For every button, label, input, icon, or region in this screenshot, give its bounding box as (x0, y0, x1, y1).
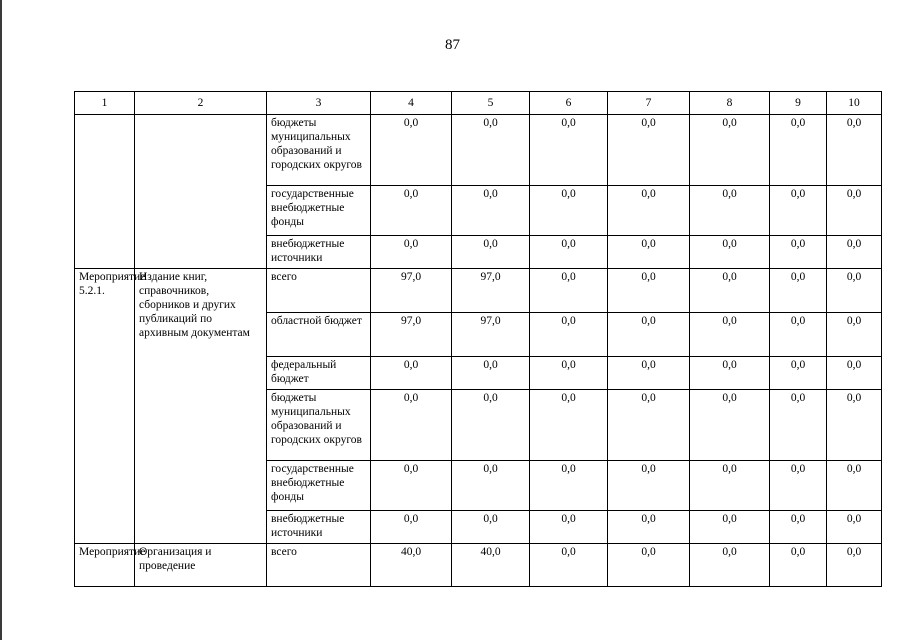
header-cell: 9 (770, 92, 827, 115)
header-row (75, 92, 882, 115)
value-cell: 0,0 (371, 357, 452, 390)
table-row (75, 269, 882, 313)
funding-source-cell: бюджеты муниципальных образований и городских округов (267, 390, 371, 461)
value-cell: 0,0 (452, 461, 530, 511)
budget-table (74, 91, 882, 587)
value-cell: 0,0 (690, 269, 770, 313)
value-cell: 0,0 (371, 236, 452, 269)
value-cell: 0,0 (770, 115, 827, 186)
header-cell: 1 (75, 92, 135, 115)
value-cell: 0,0 (608, 313, 690, 357)
value-cell: 0,0 (452, 236, 530, 269)
header-cell: 5 (452, 92, 530, 115)
table-row (75, 544, 882, 587)
value-cell: 0,0 (690, 357, 770, 390)
header-cell: 2 (135, 92, 267, 115)
funding-source-cell: бюджеты муниципальных образований и городских округов (267, 115, 371, 186)
funding-source-cell: внебюджетные источники (267, 511, 371, 544)
value-cell: 0,0 (770, 357, 827, 390)
value-cell: 0,0 (530, 544, 608, 587)
header-cell: 3 (267, 92, 371, 115)
value-cell: 0,0 (452, 186, 530, 236)
value-cell: 0,0 (770, 461, 827, 511)
header-cell: 8 (690, 92, 770, 115)
value-cell: 0,0 (371, 115, 452, 186)
funding-source-cell: всего (267, 544, 371, 587)
value-cell: 0,0 (690, 236, 770, 269)
value-cell: 40,0 (371, 544, 452, 587)
activity-id-cell (75, 115, 135, 269)
value-cell: 0,0 (371, 461, 452, 511)
value-cell: 0,0 (827, 357, 882, 390)
value-cell: 0,0 (371, 511, 452, 544)
value-cell: 0,0 (530, 236, 608, 269)
value-cell: 0,0 (827, 390, 882, 461)
value-cell: 0,0 (827, 269, 882, 313)
activity-name-cell (135, 115, 267, 269)
value-cell: 40,0 (452, 544, 530, 587)
value-cell: 0,0 (690, 390, 770, 461)
funding-source-cell: федеральный бюджет (267, 357, 371, 390)
value-cell: 0,0 (608, 236, 690, 269)
funding-source-cell: государственные внебюджетные фонды (267, 461, 371, 511)
funding-source-cell: внебюджетные источники (267, 236, 371, 269)
value-cell: 0,0 (690, 115, 770, 186)
value-cell: 0,0 (827, 511, 882, 544)
value-cell: 0,0 (608, 461, 690, 511)
value-cell: 0,0 (690, 313, 770, 357)
value-cell: 0,0 (452, 357, 530, 390)
value-cell: 0,0 (371, 390, 452, 461)
table-row (75, 115, 882, 186)
value-cell: 0,0 (452, 390, 530, 461)
header-cell: 10 (827, 92, 882, 115)
header-cell: 6 (530, 92, 608, 115)
value-cell: 0,0 (530, 461, 608, 511)
value-cell: 0,0 (608, 269, 690, 313)
value-cell: 0,0 (608, 357, 690, 390)
value-cell: 0,0 (770, 236, 827, 269)
value-cell: 0,0 (690, 544, 770, 587)
value-cell: 0,0 (608, 186, 690, 236)
value-cell: 0,0 (770, 511, 827, 544)
value-cell: 97,0 (452, 313, 530, 357)
value-cell: 0,0 (827, 544, 882, 587)
value-cell: 97,0 (371, 269, 452, 313)
value-cell: 0,0 (827, 461, 882, 511)
value-cell: 97,0 (452, 269, 530, 313)
value-cell: 97,0 (371, 313, 452, 357)
value-cell: 0,0 (530, 115, 608, 186)
funding-source-cell: государственные внебюджетные фонды (267, 186, 371, 236)
value-cell: 0,0 (530, 186, 608, 236)
funding-source-cell: областной бюджет (267, 313, 371, 357)
value-cell: 0,0 (690, 461, 770, 511)
header-cell: 7 (608, 92, 690, 115)
value-cell: 0,0 (770, 313, 827, 357)
page-number: 87 (445, 37, 460, 53)
activity-id-cell: Мероприятие (75, 544, 135, 587)
value-cell: 0,0 (530, 511, 608, 544)
value-cell: 0,0 (690, 186, 770, 236)
value-cell: 0,0 (371, 186, 452, 236)
value-cell: 0,0 (827, 115, 882, 186)
value-cell: 0,0 (770, 269, 827, 313)
value-cell: 0,0 (770, 544, 827, 587)
value-cell: 0,0 (530, 313, 608, 357)
value-cell: 0,0 (452, 115, 530, 186)
value-cell: 0,0 (608, 544, 690, 587)
value-cell: 0,0 (827, 236, 882, 269)
header-cell: 4 (371, 92, 452, 115)
funding-source-cell: всего (267, 269, 371, 313)
value-cell: 0,0 (608, 511, 690, 544)
value-cell: 0,0 (608, 115, 690, 186)
value-cell: 0,0 (827, 313, 882, 357)
value-cell: 0,0 (827, 186, 882, 236)
page-left-edge (0, 0, 2, 640)
value-cell: 0,0 (530, 390, 608, 461)
activity-id-cell: Мероприятие 5.2.1. (75, 269, 135, 544)
value-cell: 0,0 (690, 511, 770, 544)
activity-name-cell: Организация и проведение (135, 544, 267, 587)
value-cell: 0,0 (770, 186, 827, 236)
value-cell: 0,0 (608, 390, 690, 461)
value-cell: 0,0 (530, 269, 608, 313)
activity-name-cell: Издание книг, справочников, сборников и других публикаций по архивным документам (135, 269, 267, 544)
value-cell: 0,0 (452, 511, 530, 544)
value-cell: 0,0 (770, 390, 827, 461)
value-cell: 0,0 (530, 357, 608, 390)
